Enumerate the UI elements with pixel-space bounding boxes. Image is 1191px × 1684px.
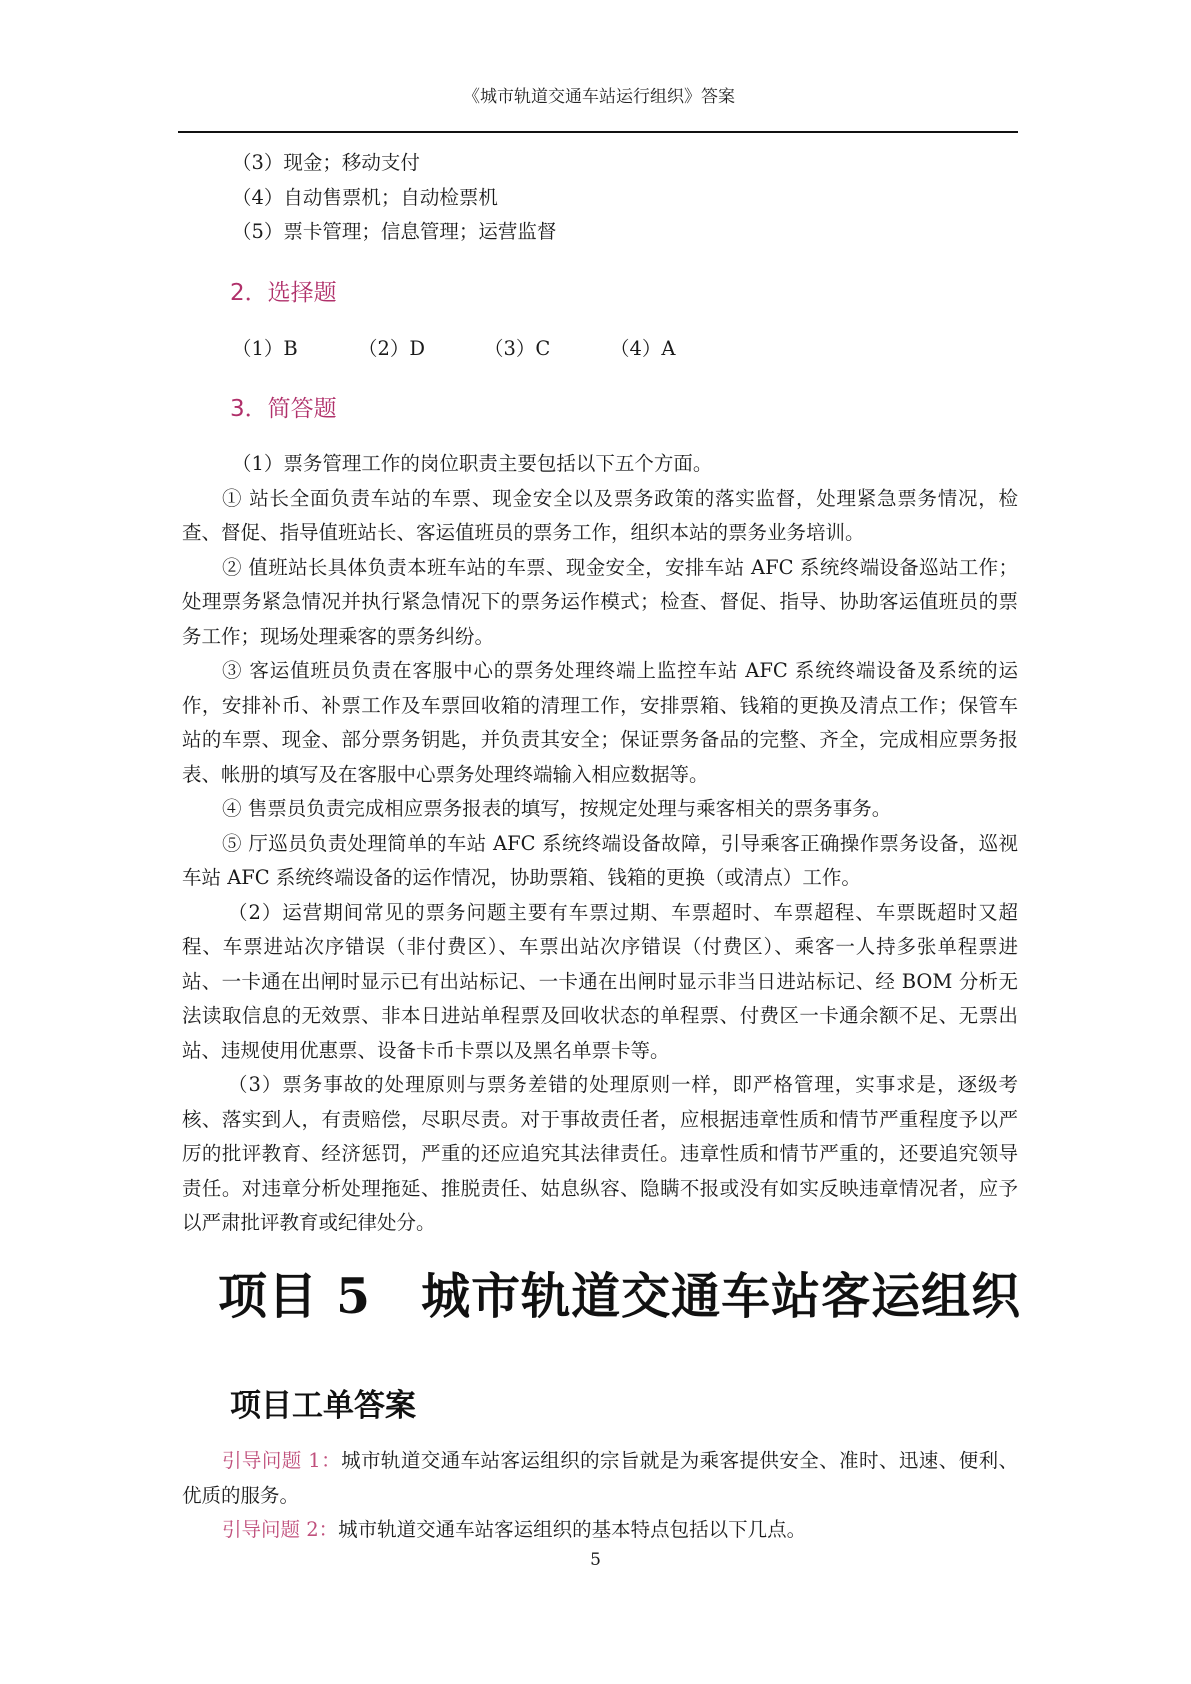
- guide-label: 引导问题 1：: [222, 1449, 342, 1472]
- guide-question-1: [182, 1444, 1018, 1513]
- project-title: 项目 5 城市轨道交通车站客运组织: [218, 1267, 1022, 1325]
- header-rule: [178, 131, 1018, 133]
- guide-questions: [182, 1444, 1018, 1548]
- list-item: （3）现金；移动支付: [232, 151, 420, 174]
- choice-answer: （3）C: [484, 337, 551, 360]
- short-answer-body: [182, 447, 1018, 1241]
- choice-answer: （4）A: [610, 337, 676, 360]
- guide-text: 城市轨道交通车站客运组织的宗旨就是为乘客提供安全、准时、迅速、便利、优质的服务。: [182, 1449, 1018, 1507]
- list-item: （4）自动售票机；自动检票机: [232, 185, 498, 209]
- q1-item: ④ 售票员负责完成相应票务报表的填写，按规定处理与乘客相关的票务事务。: [222, 797, 892, 820]
- q1-item: ② 值班站长具体负责本班车站的车票、现金安全，安排车站 AFC 系统终端设备巡站工作；处理票务紧急情况并执行紧急情况下的票务运作模式；检查、督促、指导、协助客运值班员的票务工作；现场处理乘客的票务纠纷。: [182, 555, 1018, 648]
- guide-label: 引导问题 2：: [222, 1518, 339, 1541]
- section-heading-short-answer: 3．简答题: [230, 396, 337, 422]
- q2-answer: （2）运营期间常见的票务问题主要有车票过期、车票超时、车票超程、车票既超时又超程、车票进站次序错误（非付费区）、车票出站次序错误（付费区）、乘客一人持多张单程票进站、一卡通在出闸时显示已有出站标记、一卡通在出闸时显示非当日进站标记、经 BOM 分析无法读取信息的无效票、非本日进站单程票及回收状态的单程票、付费区一卡通余额不足、无票出站、违规使用优惠票、设备卡币卡票以及黑名单票卡等。: [182, 900, 1018, 1062]
- running-header: 《城市轨道交通车站运行组织》答案: [463, 87, 735, 107]
- q3-answer: （3）票务事故的处理原则与票务差错的处理原则一样，即严格管理，实事求是，逐级考核、落实到人，有责赔偿，尽职尽责。对于事故责任者，应根据违章性质和情节严重程度予以严厉的批评教育、经济惩罚，严重的还应追究其法律责任。违章性质和情节严重的，还要追究领导责任。对违章分析处理拖延、推脱责任、姑息纵容、隐瞒不报或没有如实反映违章情况者，应予以严肃批评教育或纪律处分。: [182, 1073, 1018, 1234]
- section-heading-choice: 2．选择题: [230, 280, 337, 306]
- choice-answer: （2）D: [358, 337, 426, 360]
- guide-text: 城市轨道交通车站客运组织的基本特点包括以下几点。: [338, 1518, 807, 1541]
- q1-item: ⑤ 厅巡员负责处理简单的车站 AFC 系统终端设备故障，引导乘客正确操作票务设备，巡视车站 AFC 系统终端设备的运作情况，协助票箱、钱箱的更换（或清点）工作。: [182, 831, 1018, 889]
- choice-answer: （1）B: [232, 337, 298, 360]
- guide-question-2: [182, 1513, 1018, 1548]
- page-number: 5: [590, 1550, 601, 1570]
- q1-item: ③ 客运值班员负责在客服中心的票务处理终端上监控车站 AFC 系统终端设备及系统的运作，安排补币、补票工作及车票回收箱的清理工作，安排票箱、钱箱的更换及清点工作；保管车站的车票、现金、部分票务钥匙，并负责其安全；保证票务备品的完整、齐全，完成相应票务报表、帐册的填写及在客服中心票务处理终端输入相应数据等。: [182, 659, 1018, 786]
- q1-intro: （1）票务管理工作的岗位职责主要包括以下五个方面。: [232, 452, 713, 475]
- q1-item: ① 站长全面负责车站的车票、现金安全以及票务政策的落实监督，处理紧急票务情况，检查、督促、指导值班站长、客运值班员的票务工作，组织本站的票务业务培训。: [182, 486, 1018, 544]
- list-item: （5）票卡管理；信息管理；运营监督: [232, 220, 557, 243]
- subtitle: 项目工单答案: [230, 1388, 416, 1424]
- answer-list: [182, 146, 1018, 250]
